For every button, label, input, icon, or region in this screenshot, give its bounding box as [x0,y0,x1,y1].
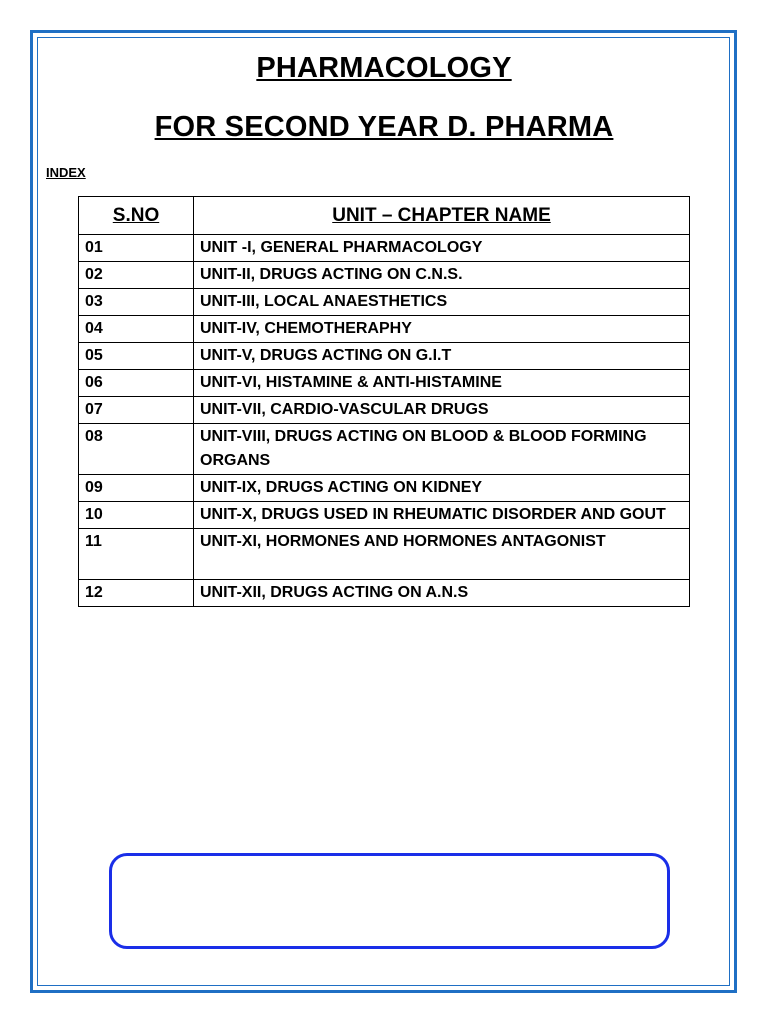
index-table [78,196,690,607]
row-sno: 08 [79,424,194,475]
row-chapter-name: UNIT-VI, HISTAMINE & ANTI-HISTAMINE [194,370,690,397]
empty-rounded-box [109,853,670,949]
document-title: PHARMACOLOGY [256,52,512,84]
row-sno: 10 [79,502,194,529]
row-sno: 12 [79,580,194,607]
row-sno: 06 [79,370,194,397]
row-sno: 01 [79,235,194,262]
header-sno: S.NO [79,197,194,235]
row-chapter-name: UNIT-IX, DRUGS ACTING ON KIDNEY [194,475,690,502]
table-row [79,289,690,316]
table-row [79,343,690,370]
table-row [79,502,690,529]
row-sno: 09 [79,475,194,502]
row-chapter-name: UNIT-XII, DRUGS ACTING ON A.N.S [194,580,690,607]
row-chapter-name: UNIT -I, GENERAL PHARMACOLOGY [194,235,690,262]
row-chapter-name: UNIT-II, DRUGS ACTING ON C.N.S. [194,262,690,289]
table-row [79,529,690,580]
document-subtitle: FOR SECOND YEAR D. PHARMA [154,111,614,143]
table-row [79,370,690,397]
row-sno: 07 [79,397,194,424]
table-row [79,262,690,289]
table-row [79,235,690,262]
row-chapter-name: UNIT-VIII, DRUGS ACTING ON BLOOD & BLOOD FORMING ORGANS [194,424,690,475]
row-chapter-name: UNIT-IV, CHEMOTHERAPHY [194,316,690,343]
table-row [79,580,690,607]
row-chapter-name: UNIT-VII, CARDIO-VASCULAR DRUGS [194,397,690,424]
row-sno: 04 [79,316,194,343]
table-row [79,424,690,475]
row-sno: 02 [79,262,194,289]
table-row [79,316,690,343]
row-sno: 03 [79,289,194,316]
row-chapter-name: UNIT-III, LOCAL ANAESTHETICS [194,289,690,316]
row-chapter-name: UNIT-X, DRUGS USED IN RHEUMATIC DISORDER AND GOUT [194,502,690,529]
row-chapter-name: UNIT-XI, HORMONES AND HORMONES ANTAGONIST [194,529,690,580]
row-sno: 05 [79,343,194,370]
header-chapter-name: UNIT – CHAPTER NAME [194,197,690,235]
index-label: INDEX [46,165,86,180]
table-header-row [79,197,690,235]
row-chapter-name: UNIT-V, DRUGS ACTING ON G.I.T [194,343,690,370]
table-row [79,397,690,424]
row-sno: 11 [79,529,194,580]
table-row [79,475,690,502]
